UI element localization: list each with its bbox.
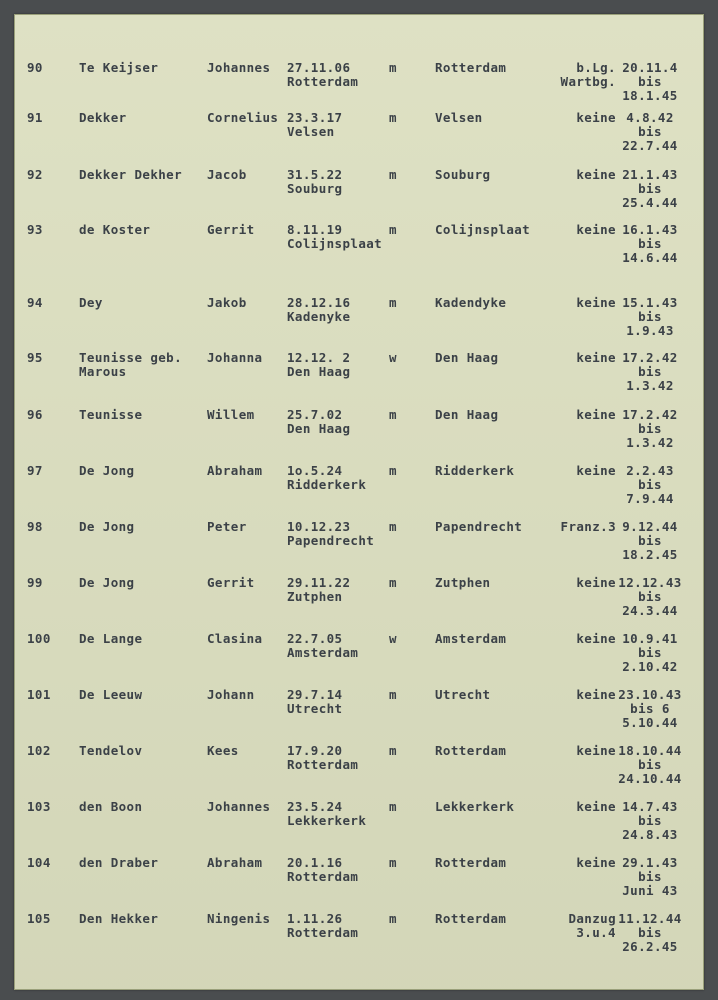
surname: den Boon [79,799,143,814]
period-from: 21.1.43 [622,167,678,182]
camp: keine [576,855,616,870]
residence: Ridderkerk [435,463,515,478]
period-to: 22.7.44 [622,138,678,153]
entry-row [15,632,703,688]
period-bis: bis [638,74,662,89]
birth-place: Velsen [287,124,335,139]
entry-row [15,61,703,117]
surname: Tendelov [79,743,143,758]
sex: m [389,167,397,182]
first-name: Clasina [207,631,263,646]
entry-row [15,520,703,576]
entry-row [15,296,703,352]
sex: m [389,407,397,422]
period-to: 1.3.42 [626,435,674,450]
first-name: Gerrit [207,575,255,590]
sex: m [389,463,397,478]
birth-date: 29.11.22 [287,575,351,590]
period-bis: bis [638,124,662,139]
birth-date: 27.11.06 [287,60,351,75]
period-to: 18.2.45 [622,547,678,562]
entry-number: 94 [27,295,43,310]
sex: w [389,350,397,365]
period-to: 25.4.44 [622,195,678,210]
birth-place: Zutphen [287,589,343,604]
birth-date: 1.11.26 [287,911,343,926]
period-from: 16.1.43 [622,222,678,237]
first-name: Johannes [207,60,271,75]
camp: keine [576,631,616,646]
camp: keine [576,350,616,365]
birth-place: Rotterdam [287,74,359,89]
period-to: 24.8.43 [622,827,678,842]
entry-row [15,464,703,520]
birth-place: Den Haag [287,364,351,379]
camp: Danzug [568,911,616,926]
sex: m [389,743,397,758]
period-bis: bis [638,757,662,772]
entry-number: 95 [27,350,43,365]
entry-row [15,744,703,800]
birth-place: Kadenyke [287,309,351,324]
entry-number: 100 [27,631,51,646]
birth-place: Rotterdam [287,925,359,940]
first-name: Ningenis [207,911,271,926]
entry-number: 98 [27,519,43,534]
entry-row [15,856,703,912]
period-bis: bis [638,421,662,436]
surname: De Leeuw [79,687,143,702]
first-name: Cornelius [207,110,279,125]
period-to: 24.3.44 [622,603,678,618]
entry-row [15,688,703,744]
entry-number: 101 [27,687,51,702]
period-from: 10.9.41 [622,631,678,646]
entry-number: 104 [27,855,51,870]
birth-date: 25.7.02 [287,407,343,422]
camp: keine [576,222,616,237]
birth-date: 29.7.14 [287,687,343,702]
surname: Teunisse geb. [79,350,183,365]
first-name: Johann [207,687,255,702]
period-to: 26.2.45 [622,939,678,954]
period-to: Juni 43 [622,883,678,898]
period-from: 17.2.42 [622,407,678,422]
camp: keine [576,110,616,125]
period-bis: bis [638,364,662,379]
residence: Rotterdam [435,60,507,75]
surname: Te Keijser [79,60,159,75]
surname: den Draber [79,855,159,870]
period-bis: bis [638,813,662,828]
sex: m [389,687,397,702]
residence: Zutphen [435,575,491,590]
period-bis: bis 6 [630,701,670,716]
birth-date: 28.12.16 [287,295,351,310]
entry-number: 103 [27,799,51,814]
period-bis: bis [638,869,662,884]
birth-place: Utrecht [287,701,343,716]
residence: Colijnsplaat [435,222,531,237]
residence: Amsterdam [435,631,507,646]
period-bis: bis [638,477,662,492]
sex: m [389,222,397,237]
sex: m [389,60,397,75]
birth-place: Rotterdam [287,869,359,884]
surname: De Jong [79,463,135,478]
residence: Velsen [435,110,483,125]
birth-place: Ridderkerk [287,477,367,492]
period-to: 18.1.45 [622,88,678,103]
first-name: Johannes [207,799,271,814]
surname: De Jong [79,575,135,590]
birth-date: 12.12. 2 [287,350,351,365]
camp: Franz.3 [560,519,616,534]
period-from: 18.10.44 [618,743,682,758]
camp: keine [576,407,616,422]
sex: m [389,519,397,534]
surname: De Lange [79,631,143,646]
period-to: 14.6.44 [622,250,678,265]
first-name: Jakob [207,295,247,310]
entry-number: 97 [27,463,43,478]
camp: keine [576,463,616,478]
period-to: 1.3.42 [626,378,674,393]
entry-number: 93 [27,222,43,237]
entry-row [15,168,703,224]
surname: Dekker [79,110,127,125]
sex: m [389,855,397,870]
entry-row [15,576,703,632]
camp: keine [576,799,616,814]
sex: m [389,295,397,310]
surname: Dekker Dekher [79,167,183,182]
period-bis: bis [638,645,662,660]
residence: Den Haag [435,407,499,422]
period-from: 20.11.4 [622,60,678,75]
period-from: 17.2.42 [622,350,678,365]
entry-number: 96 [27,407,43,422]
residence: Souburg [435,167,491,182]
birth-date: 10.12.23 [287,519,351,534]
sex: m [389,799,397,814]
surname-line-2: Marous [79,364,127,379]
period-from: 15.1.43 [622,295,678,310]
sex: w [389,631,397,646]
period-from: 12.12.43 [618,575,682,590]
first-name: Abraham [207,855,263,870]
surname: de Koster [79,222,151,237]
birth-date: 17.9.20 [287,743,343,758]
residence: Den Haag [435,350,499,365]
camp: keine [576,575,616,590]
period-from: 29.1.43 [622,855,678,870]
entry-row [15,351,703,407]
period-to: 7.9.44 [626,491,674,506]
entry-row [15,111,703,167]
first-name: Gerrit [207,222,255,237]
residence: Kadendyke [435,295,507,310]
birth-place: Papendrecht [287,533,375,548]
period-bis: bis [638,533,662,548]
camp: keine [576,167,616,182]
birth-place: Rotterdam [287,757,359,772]
camp-line-2: Wartbg. [560,74,616,89]
residence: Rotterdam [435,855,507,870]
period-from: 23.10.43 [618,687,682,702]
camp: b.Lg. [576,60,616,75]
period-bis: bis [638,181,662,196]
birth-date: 20.1.16 [287,855,343,870]
camp: keine [576,295,616,310]
document-page [14,14,704,990]
entry-row [15,800,703,856]
residence: Papendrecht [435,519,523,534]
period-from: 4.8.42 [626,110,674,125]
residence: Rotterdam [435,911,507,926]
camp: keine [576,743,616,758]
birth-place: Colijnsplaat [287,236,383,251]
residence: Utrecht [435,687,491,702]
entry-number: 91 [27,110,43,125]
sex: m [389,110,397,125]
residence: Lekkerkerk [435,799,515,814]
period-bis: bis [638,236,662,251]
period-to: 2.10.42 [622,659,678,674]
period-bis: bis [638,589,662,604]
entry-row [15,912,703,968]
entry-number: 90 [27,60,43,75]
camp: keine [576,687,616,702]
entry-number: 105 [27,911,51,926]
period-to: 24.10.44 [618,771,682,786]
surname: Dey [79,295,103,310]
period-bis: bis [638,309,662,324]
period-from: 9.12.44 [622,519,678,534]
entry-number: 99 [27,575,43,590]
surname: De Jong [79,519,135,534]
period-from: 11.12.44 [618,911,682,926]
period-to: 5.10.44 [622,715,678,730]
birth-place: Amsterdam [287,645,359,660]
entry-row [15,223,703,279]
surname: Den Hekker [79,911,159,926]
surname: Teunisse [79,407,143,422]
first-name: Johanna [207,350,263,365]
entry-row [15,408,703,464]
birth-date: 31.5.22 [287,167,343,182]
period-from: 2.2.43 [626,463,674,478]
birth-place: Den Haag [287,421,351,436]
first-name: Jacob [207,167,247,182]
birth-place: Lekkerkerk [287,813,367,828]
birth-date: 23.5.24 [287,799,343,814]
birth-date: 8.11.19 [287,222,343,237]
first-name: Abraham [207,463,263,478]
birth-date: 23.3.17 [287,110,343,125]
period-to: 1.9.43 [626,323,674,338]
first-name: Peter [207,519,247,534]
sex: m [389,911,397,926]
birth-date: 22.7.05 [287,631,343,646]
entry-number: 102 [27,743,51,758]
first-name: Willem [207,407,255,422]
residence: Rotterdam [435,743,507,758]
sex: m [389,575,397,590]
period-from: 14.7.43 [622,799,678,814]
entry-number: 92 [27,167,43,182]
birth-place: Souburg [287,181,343,196]
birth-date: 1o.5.24 [287,463,343,478]
first-name: Kees [207,743,239,758]
camp-line-2: 3.u.4 [576,925,616,940]
period-bis: bis [638,925,662,940]
